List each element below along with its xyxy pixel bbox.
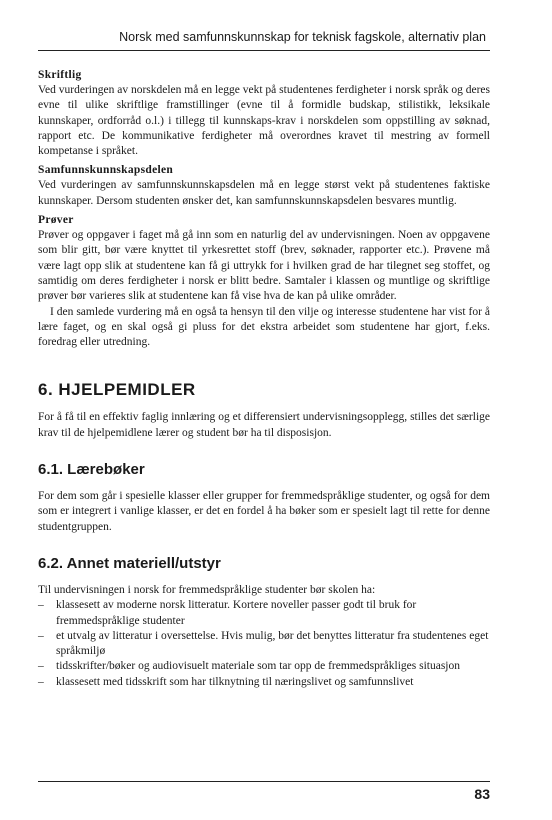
paragraph-laereboker: For dem som går i spesielle klasser eller grupper for fremmedspråklige studenter, og også for dem som er integrert i vanlige klasser, er det en fordel å ha bøker som er spesielt lagt til rette for denne studentgruppen. <box>38 490 490 533</box>
dash-bullet: – <box>38 660 44 673</box>
paragraph-prover-2: I den samlede vurdering må en også ta hensyn til den vilje og interesse studentene har vist for å lære faget, og en skal også gi pluss for det ekstra arbeidet som studentene har gjort, f.eks. foredrag eller utredning. <box>38 305 490 349</box>
header-rule <box>38 50 490 51</box>
list-item-text: klassesett av moderne norsk litteratur. Kortere noveller passer godt til bruk for fremmedspråklige studenter <box>56 599 417 627</box>
list-item <box>38 659 490 674</box>
page-number: 83 <box>474 786 490 802</box>
heading-skriftlig: Skriftlig <box>38 69 82 81</box>
list-item-text: et utvalg av litteratur i oversettelse. Hvis mulig, bør det benyttes litteratur fra studentenes eget språkmiljø <box>56 629 489 658</box>
section-heading-hjelpemidler: 6. HJELPEMIDLER <box>38 380 196 400</box>
list-item <box>38 675 490 690</box>
list-item <box>38 598 490 629</box>
materiell-list <box>38 598 490 690</box>
page-body <box>38 68 490 690</box>
footer-rule <box>38 781 490 782</box>
list-item-text: klassesett med tidsskrift som har tilknytning til næringslivet og samfunnslivet <box>56 675 414 688</box>
section-heading-laereboker: 6.1. Lærebøker <box>38 461 145 479</box>
list-item-text: tidsskrifter/bøker og audiovisuelt materiale som tar opp de fremmedspråkliges situasjon <box>56 660 460 673</box>
paragraph-prover-1: Prøver og oppgaver i faget må gå inn som en naturlig del av undervisningen. Noen av oppgavene som blir gitt, bør være knyttet til yrkesrettet stoff (brev, søknader, rapporter etc.). Prøvene må være lagt opp slik at studentene kan få gi uttrykk for i hvilken grad de har tilegnet seg stoffet, og samtidig om deres ferdigheter i norsk er blitt bedre. Samtaler i klassen og muntlige og skriftlige prøver bør varieres slik at studentene kan få vise hva de kan på ulike områder. <box>38 229 490 303</box>
dash-bullet: – <box>38 599 44 612</box>
dash-bullet: – <box>38 675 44 688</box>
list-item <box>38 629 490 660</box>
paragraph-samfunnskunnskapsdelen: Ved vurderingen av samfunnskunnskapsdelen må en legge størst vekt på studentenes faktiske kunnskaper. Dersom studenten ønsker det, kan samfunnskunnskapsdelen besvares muntlig. <box>38 179 490 207</box>
paragraph-materiell-intro: Til undervisningen i norsk for fremmedspråklige studenter bør skolen ha: <box>38 583 376 596</box>
heading-prover: Prøver <box>38 214 74 227</box>
dash-bullet: – <box>38 629 44 642</box>
section-heading-materiell: 6.2. Annet materiell/utstyr <box>38 554 221 572</box>
paragraph-hjelpemidler: For å få til en effektiv faglig innlæring og et differensiert undervisningsopplegg, stilles det særlige krav til de hjelpemidlene lærer og student bør ha til disposisjon. <box>38 411 490 439</box>
paragraph-skriftlig: Ved vurderingen av norskdelen må en legge vekt på studentenes ferdigheter i norsk språk og deres evne til ulike skriftlige framstillinger (evne til å formidle budskap, stilistikk, leksikale kunnskaper, ordforråd o.l.) i tillegg til kunnskaps-krav i norskdelen som oppstilling av søknad, rapport etc. De kommunikative ferdigheter må overordnes kravet til mestring av formell kompetanse i språket. <box>38 84 490 158</box>
running-head: Norsk med samfunnskunnskap for teknisk fagskole, alternativ plan <box>119 30 486 44</box>
heading-samfunnskunnskapsdelen: Samfunnskunnskapsdelen <box>38 164 174 177</box>
